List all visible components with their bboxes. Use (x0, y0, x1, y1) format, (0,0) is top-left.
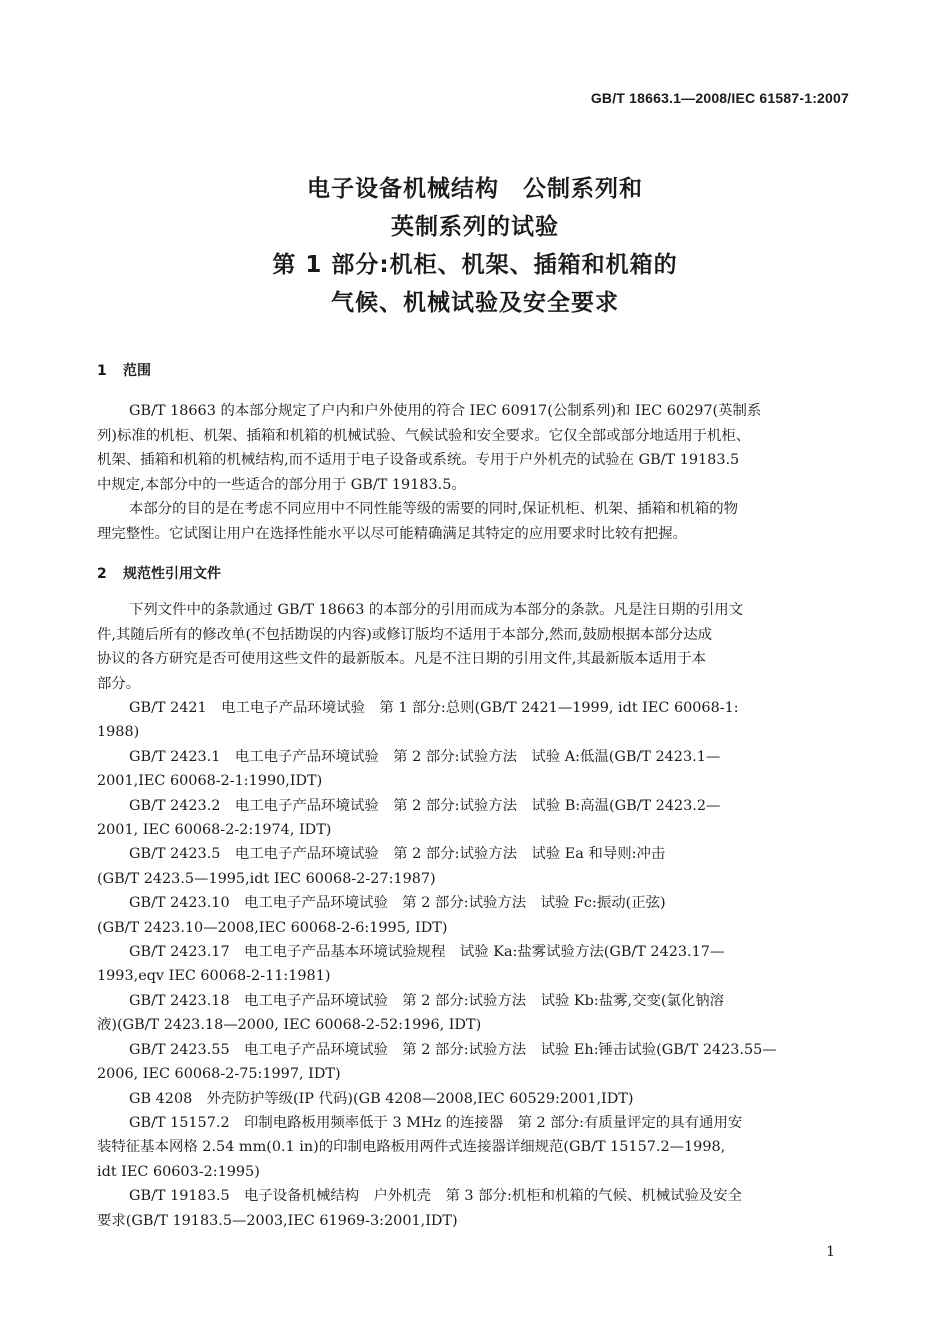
text-line: 装特征基本网格 2.54 mm(0.1 in)的印制电路板用两件式连接器详细规范(GB/T 15157.2—1998, (97, 1139, 726, 1156)
section-title: 范围 (123, 363, 151, 379)
text-line: GB/T 15157.2 印制电路板用频率低于 3 MHz 的连接器 第 2 部分:有质量评定的具有通用安 (129, 1114, 743, 1131)
document-title (0, 170, 950, 322)
text-line: 本部分的目的是在考虑不同应用中不同性能等级的需要的同时,保证机柜、机架、插箱和机箱的物 (129, 501, 738, 517)
title-line: 电子设备机械结构 公制系列和 (307, 176, 643, 202)
text-line: 2001,IEC 60068-2-1:1990,IDT) (97, 773, 323, 790)
reference-item (97, 940, 850, 989)
reference-item (97, 1184, 850, 1233)
text-line: GB/T 2423.17 电工电子产品基本环境试验规程 试验 Ka:盐雾试验方法(GB/T 2423.17— (129, 944, 725, 961)
text-line: (GB/T 2423.5—1995,idt IEC 60068-2-27:1987) (97, 870, 436, 887)
page-number: 1 (826, 1244, 835, 1260)
text-line: idt IEC 60603-2:1995) (97, 1163, 260, 1180)
text-line: 1993,eqv IEC 60068-2-11:1981) (97, 968, 331, 985)
reference-item (97, 696, 850, 745)
text-line: GB/T 18663 的本部分规定了户内和户外使用的符合 IEC 60917(公制系列)和 IEC 60297(英制系 (129, 403, 762, 419)
text-line: GB/T 2423.2 电工电子产品环境试验 第 2 部分:试验方法 试验 B:高温(GB/T 2423.2— (129, 797, 721, 814)
text-line: 机架、插箱和机箱的机械结构,而不适用于电子设备或系统。专用于户外机壳的试验在 GB/T 19183.5 (97, 452, 740, 469)
text-line: 协议的各方研究是否可使用这些文件的最新版本。凡是不注日期的引用文件,其最新版本适用于本 (97, 651, 706, 668)
reference-item (97, 842, 850, 891)
section-title: 规范性引用文件 (123, 566, 221, 582)
text-line: 要求(GB/T 19183.5—2003,IEC 61969-3:2001,IDT) (97, 1212, 458, 1229)
text-line: 2001, IEC 60068-2-2:1974, IDT) (97, 822, 332, 839)
section-number: 1 (97, 363, 107, 379)
text-line: GB/T 2421 电工电子产品环境试验 第 1 部分:总则(GB/T 2421—1999, idt IEC 60068-1: (129, 700, 739, 716)
text-line: GB/T 2423.55 电工电子产品环境试验 第 2 部分:试验方法 试验 Eh:锤击试验(GB/T 2423.55— (129, 1041, 777, 1058)
text-line: 2006, IEC 60068-2-75:1997, IDT) (97, 1066, 341, 1083)
title-line: 气候、机械试验及安全要求 (331, 290, 619, 316)
section-number: 2 (97, 566, 107, 582)
title-line: 英制系列的试验 (391, 214, 559, 240)
scope-paragraph-2 (97, 497, 850, 546)
reference-item (97, 794, 850, 843)
reference-list (97, 696, 850, 1233)
reference-item (97, 1111, 850, 1184)
text-line: 液)(GB/T 2423.18—2000, IEC 60068-2-52:1996, IDT) (97, 1017, 482, 1034)
text-line: GB/T 2423.18 电工电子产品环境试验 第 2 部分:试验方法 试验 Kb:盐雾,交变(氯化钠溶 (129, 992, 725, 1009)
reference-item (97, 1038, 850, 1087)
text-line: GB/T 2423.1 电工电子产品环境试验 第 2 部分:试验方法 试验 A:低温(GB/T 2423.1— (129, 748, 721, 765)
text-line: 1988) (97, 724, 140, 741)
text-line: GB 4208 外壳防护等级(IP 代码)(GB 4208—2008,IEC 60529:2001,IDT) (129, 1090, 634, 1107)
reference-item (97, 745, 850, 794)
references-intro (97, 598, 850, 696)
reference-item (97, 989, 850, 1038)
title-line: 第 1 部分:机柜、机架、插箱和机箱的 (272, 252, 678, 278)
section-2-heading (97, 563, 221, 583)
text-line: 部分。 (97, 675, 141, 692)
document-code: GB/T 18663.1—2008/IEC 61587-1:2007 (590, 90, 849, 106)
text-line: 中规定,本部分中的一些适合的部分用于 GB/T 19183.5。 (97, 476, 466, 493)
text-line: 列)标准的机柜、机架、插箱和机箱的机械试验、气候试验和安全要求。它仅全部或部分地适用于机柜、 (97, 427, 751, 444)
text-line: (GB/T 2423.10—2008,IEC 60068-2-6:1995, IDT) (97, 919, 448, 936)
text-line: GB/T 2423.5 电工电子产品环境试验 第 2 部分:试验方法 试验 Ea 和导则:冲击 (129, 846, 666, 863)
text-line: 下列文件中的条款通过 GB/T 18663 的本部分的引用而成为本部分的条款。凡是注日期的引用文 (129, 602, 744, 618)
text-line: 理完整性。它试图让用户在选择性能水平以尽可能精确满足其特定的应用要求时比较有把握。 (97, 525, 688, 542)
text-line: 件,其随后所有的修改单(不包括勘误的内容)或修订版均不适用于本部分,然而,鼓励根据本部分达成 (97, 626, 712, 643)
scope-paragraph-1 (97, 399, 850, 497)
text-line: GB/T 19183.5 电子设备机械结构 户外机壳 第 3 部分:机柜和机箱的气候、机械试验及安全 (129, 1188, 743, 1205)
text-line: GB/T 2423.10 电工电子产品环境试验 第 2 部分:试验方法 试验 Fc:振动(正弦) (129, 895, 666, 912)
reference-item (97, 1087, 850, 1111)
section-1-heading (97, 360, 151, 380)
reference-item (97, 891, 850, 940)
